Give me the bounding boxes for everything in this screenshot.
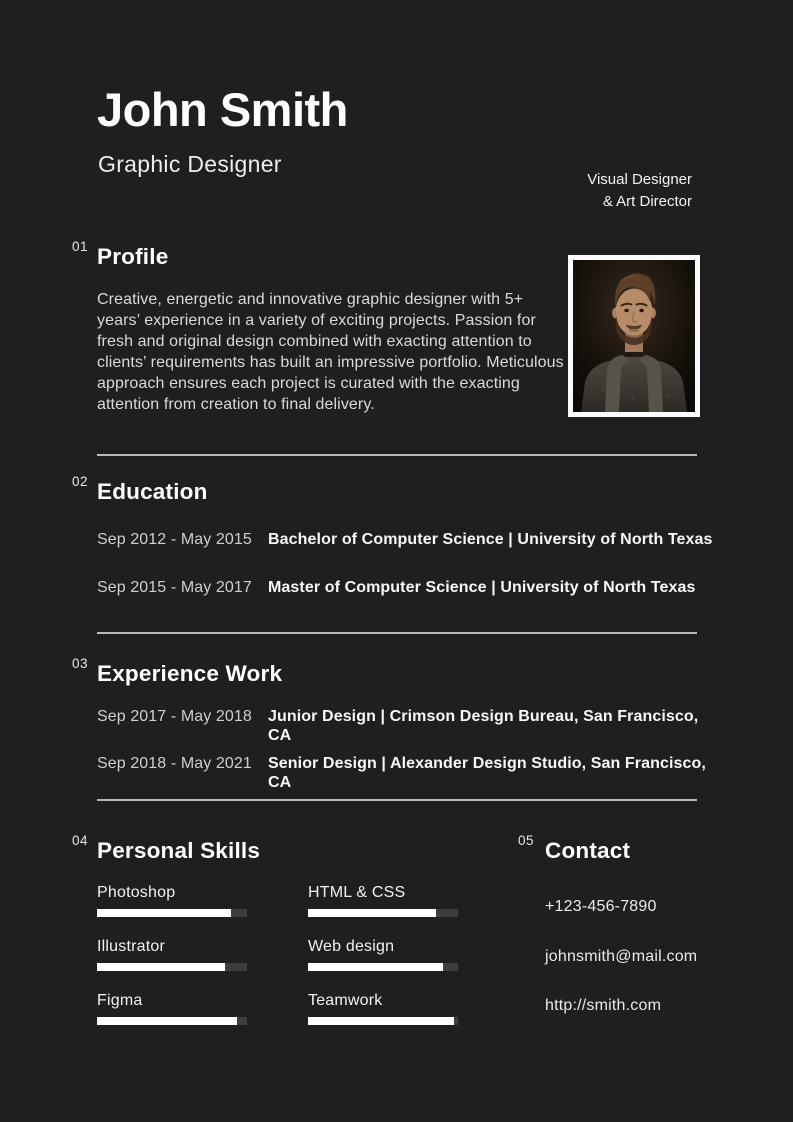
tagline xyxy=(587,169,692,212)
experience-row xyxy=(97,754,717,792)
skill-bar xyxy=(308,1017,458,1025)
skill-bar-fill xyxy=(97,1017,237,1025)
skill-bar xyxy=(97,1017,247,1025)
skill-item xyxy=(97,884,247,917)
skill-bar-fill xyxy=(308,1017,454,1025)
tagline-line-1: Visual Designer xyxy=(587,171,692,188)
profile-section-heading xyxy=(72,239,169,270)
education-section-title: Education xyxy=(97,479,208,504)
contact-phone: +123-456-7890 xyxy=(545,898,657,915)
skills-section-number: 04 xyxy=(72,833,89,848)
profile-text: Creative, energetic and innovative graphic designer with 5+ years’ experience in a variety of exciting projects. Passion for fresh and original design combined with exacting attention to clients’ requirements has built an impressive portfolio. Meticulous approach ensures each project is curated with the exacting attention from creation to final delivery. xyxy=(97,291,564,413)
skill-bar xyxy=(97,909,247,917)
education-dates: Sep 2012 - May 2015 xyxy=(97,531,252,548)
section-divider xyxy=(97,799,697,801)
education-section-heading xyxy=(72,474,208,505)
education-degree: Bachelor of Computer Science | University of North Texas xyxy=(268,531,713,548)
skills-section-heading xyxy=(72,833,261,864)
education-dates: Sep 2015 - May 2017 xyxy=(97,579,252,596)
skill-bar-fill xyxy=(308,909,436,917)
person-role: Graphic Designer xyxy=(98,151,282,177)
contact-email: johnsmith@mail.com xyxy=(545,947,698,965)
education-row xyxy=(97,530,717,549)
profile-section-number: 01 xyxy=(72,239,89,254)
skill-bar xyxy=(308,909,458,917)
section-divider xyxy=(97,632,697,634)
skill-label: Teamwork xyxy=(308,992,383,1009)
portrait-illustration xyxy=(573,260,695,412)
skill-item xyxy=(308,884,458,917)
skill-bar-fill xyxy=(97,963,225,971)
person-name: John Smith xyxy=(97,83,348,136)
skill-label: Figma xyxy=(97,992,143,1009)
education-row xyxy=(97,578,717,597)
experience-position: Junior Design | Crimson Design Bureau, San Francisco, CA xyxy=(268,708,699,744)
experience-position: Senior Design | Alexander Design Studio, San Francisco, CA xyxy=(268,755,706,791)
skill-label: HTML & CSS xyxy=(308,884,406,901)
skill-bar-fill xyxy=(97,909,231,917)
experience-row xyxy=(97,707,717,745)
contact-section-heading xyxy=(518,833,631,864)
contact-list xyxy=(545,898,697,1047)
skill-item xyxy=(97,992,247,1025)
skill-item xyxy=(97,938,247,971)
skill-bar xyxy=(308,963,458,971)
skills-grid xyxy=(97,884,458,1025)
experience-section-number: 03 xyxy=(72,656,89,671)
experience-dates: Sep 2018 - May 2021 xyxy=(97,755,252,772)
education-section-number: 02 xyxy=(72,474,89,489)
experience-dates: Sep 2017 - May 2018 xyxy=(97,708,252,725)
profile-section-title: Profile xyxy=(97,244,169,269)
skill-bar xyxy=(97,963,247,971)
skill-label: Web design xyxy=(308,938,395,955)
skill-item xyxy=(308,938,458,971)
experience-section-title: Experience Work xyxy=(97,661,283,686)
section-divider xyxy=(97,454,697,456)
contact-website: http://smith.com xyxy=(545,997,662,1014)
contact-section-number: 05 xyxy=(518,833,535,848)
profile-photo xyxy=(568,255,700,417)
education-degree: Master of Computer Science | University of North Texas xyxy=(268,579,696,596)
tagline-line-2: & Art Director xyxy=(602,192,692,210)
skill-label: Illustrator xyxy=(97,938,165,955)
experience-section-heading xyxy=(72,656,283,687)
skill-label: Photoshop xyxy=(97,884,176,901)
contact-section-title: Contact xyxy=(545,838,631,863)
skill-item xyxy=(308,992,458,1025)
skills-section-title: Personal Skills xyxy=(97,838,261,863)
skill-bar-fill xyxy=(308,963,443,971)
